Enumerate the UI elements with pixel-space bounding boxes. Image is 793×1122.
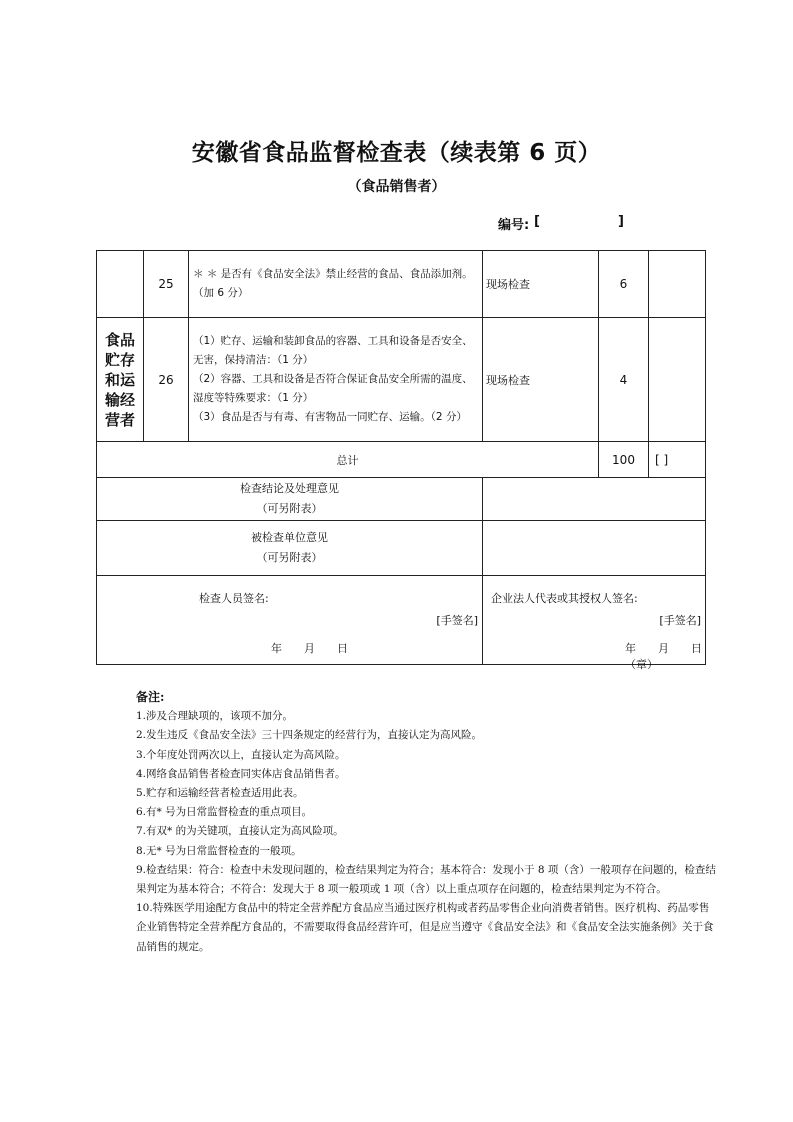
- conclusion-label: 检查结论及处理意见: [240, 482, 339, 495]
- table-row: [97, 318, 706, 442]
- total-bracket[interactable]: [ ]: [649, 442, 706, 478]
- total-label: 总计: [97, 442, 599, 478]
- result-cell[interactable]: [649, 251, 706, 318]
- conclusion-note: （可另附表）: [256, 502, 323, 515]
- category-cell: 食品贮存和运输经营者: [97, 318, 144, 442]
- inspector-date: 年 月 日: [271, 642, 348, 655]
- conclusion-input[interactable]: [483, 478, 706, 521]
- item-line: （3）食品是否与有毒、有害物品一同贮存、运输。（2 分）: [193, 411, 467, 423]
- inspected-row: [97, 521, 706, 576]
- item-line: （2）容器、工具和设备是否符合保证食品安全所需的温度、湿度等特殊要求：（1 分）: [193, 373, 473, 404]
- item-number: 25: [144, 251, 189, 318]
- item-score: 4: [599, 318, 649, 442]
- inspected-note: （可另附表）: [256, 551, 323, 564]
- item-line: ＊ ＊ 是否有《食品安全法》禁止经营的食品、食品添加剂。: [193, 268, 473, 280]
- item-content: [189, 318, 483, 442]
- signature-row: [97, 576, 706, 665]
- item-content: [189, 251, 483, 318]
- note-item: 8.无* 号为日常监督检查的一般项。: [136, 844, 302, 857]
- note-item: 6.有* 号为日常监督检查的重点项目。: [136, 806, 313, 819]
- serial-close-bracket: ]: [618, 214, 624, 229]
- notes-heading: 备注:: [136, 690, 165, 704]
- serial-label: 编号:: [498, 218, 530, 233]
- check-method: 现场检查: [483, 318, 599, 442]
- item-line: （加 6 分）: [193, 287, 249, 299]
- legal-signature-cell[interactable]: [483, 576, 706, 671]
- inspected-input[interactable]: [483, 521, 706, 576]
- inspector-sign-label: 检查人员签名:: [199, 592, 269, 605]
- legal-handsign: [手签名]: [659, 614, 701, 627]
- legal-sign-label: 企业法人代表或其授权人签名:: [491, 592, 638, 605]
- note-item: 2.发生违反《食品安全法》三十四条规定的经营行为，直接认定为高风险。: [136, 729, 483, 742]
- inspected-label-cell: [97, 521, 483, 576]
- note-item: 5.贮存和运输经营者检查适用此表。: [136, 787, 304, 800]
- note-item: 7.有双* 的为关键项，直接认定为高风险项。: [136, 825, 344, 838]
- conclusion-row: [97, 478, 706, 521]
- page-subtitle: （食品销售者）: [347, 179, 446, 195]
- inspector-signature-cell[interactable]: [97, 576, 483, 665]
- page-title: 安徽省食品监督检查表（续表第 6 页）: [191, 140, 602, 166]
- inspected-label: 被检查单位意见: [251, 531, 328, 544]
- table-row: [97, 251, 706, 318]
- serial-number: [498, 214, 624, 233]
- total-row: [97, 442, 706, 478]
- note-item: 10.特殊医学用途配方食品中的特定全营养配方食品应当通过医疗机构或者药品零售企业向消费者销售。医疗机构、药品零售企业销售特定全营养配方食品的，不需要取得食品经营许可，但是应当遵守《食品安全法》和《食品安全法实施条例》关于食品销售的规定。: [136, 902, 714, 953]
- legal-date: 年 月 日（章）: [625, 642, 702, 671]
- result-cell[interactable]: [649, 318, 706, 442]
- inspection-table: [96, 250, 706, 671]
- total-score: 100: [599, 442, 649, 478]
- note-item: 9.检查结果：符合：检查中未发现问题的，检查结果判定为符合；基本符合：发现小于 8 项（含）一般项存在问题的，检查结果判定为基本符合；不符合：发现大于 8 项一般项或 1 项（含）以上重点项存在问题的，检查结果判定为不符合。: [136, 863, 716, 896]
- notes-section: [136, 688, 716, 957]
- item-line: （1）贮存、运输和装卸食品的容器、工具和设备是否安全、无害，保持清洁：（1 分）: [193, 335, 473, 366]
- note-item: 1.涉及合理缺项的，该项不加分。: [136, 710, 294, 723]
- category-cell: [97, 251, 144, 318]
- inspector-handsign: [手签名]: [436, 614, 478, 627]
- check-method: 现场检查: [483, 251, 599, 318]
- item-score: 6: [599, 251, 649, 318]
- conclusion-label-cell: [97, 478, 483, 521]
- note-item: 4.网络食品销售者检查同实体店食品销售者。: [136, 767, 346, 780]
- note-item: 3.个年度处罚两次以上，直接认定为高风险。: [136, 748, 346, 761]
- item-number: 26: [144, 318, 189, 442]
- serial-open-bracket: [: [534, 214, 540, 229]
